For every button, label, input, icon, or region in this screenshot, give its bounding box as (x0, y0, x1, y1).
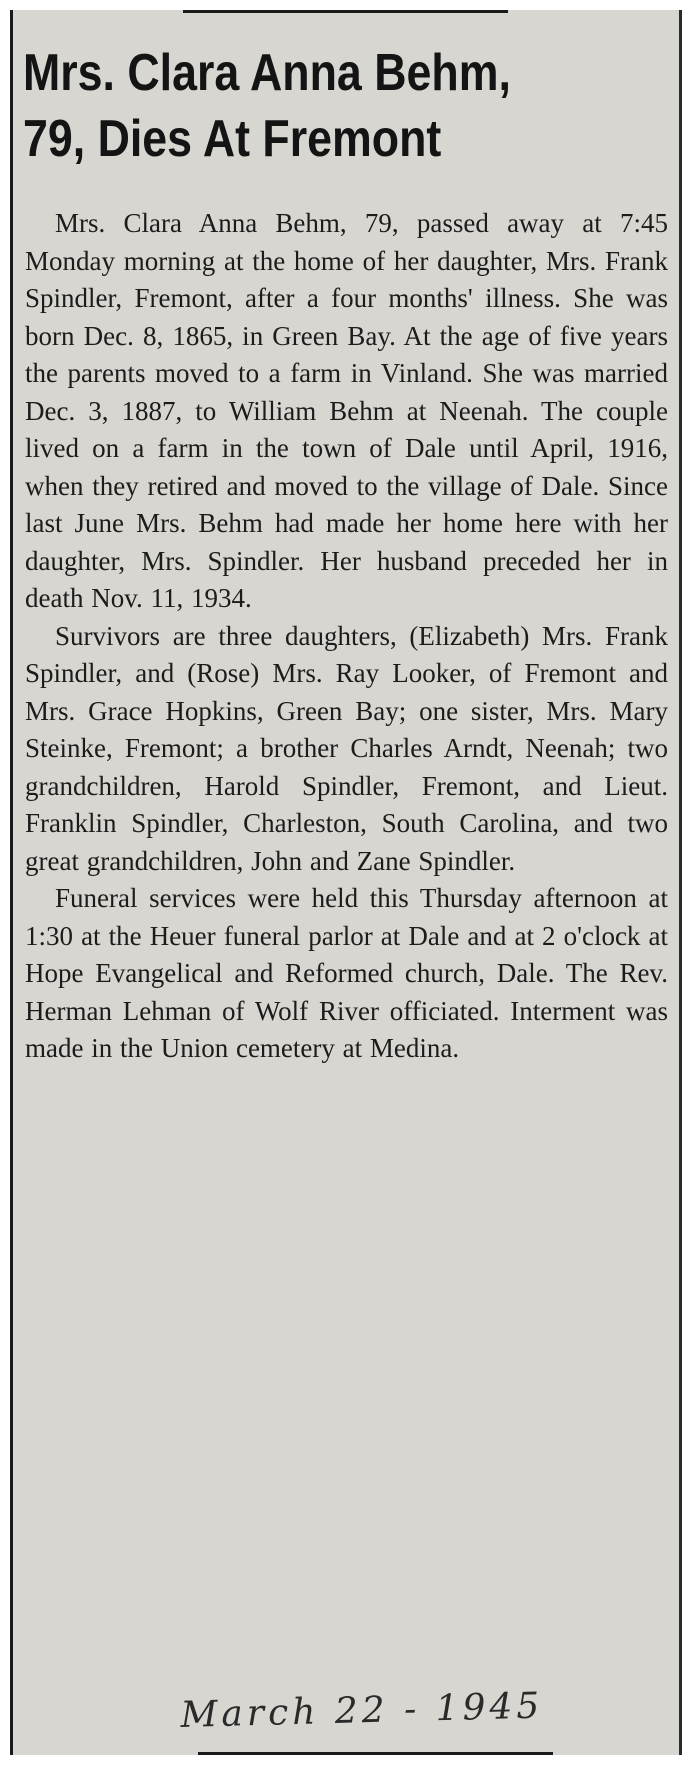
article-body (25, 205, 668, 1068)
bottom-rule (198, 1752, 553, 1755)
paragraph-funeral: Funeral services were held this Thursday afternoon at 1:30 at the Heuer funeral parlor at Dale and at 2 o'clock at Hope Evangelical and Reformed church, Dale. The Rev. Herman Lehman of Wolf River officiated. Interment was made in the Union cemetery at Medina. (25, 883, 668, 1063)
headline-line-2: 79, Dies At Fremont (23, 110, 442, 168)
paragraph-biography: Mrs. Clara Anna Behm, 79, passed away at 7:45 Monday morning at the home of her daughter, Mrs. Frank Spindler, Fremont, after a four months' illness. She was born Dec. 8, 1865, in Green Bay. At the age of five years the parents moved to a farm in Vinland. She was married Dec. 3, 1887, to William Behm at Neenah. The couple lived on a farm in the town of Dale until April, 1916, when they retired and moved to the village of Dale. Since last June Mrs. Behm had made her home here with her daughter, Mrs. Spindler. Her husband preceded her in death Nov. 11, 1934. (25, 208, 668, 613)
handwritten-date: March 22 - 1945 (180, 1685, 544, 1736)
top-rule (183, 10, 508, 13)
headline (23, 40, 573, 172)
newspaper-clipping (10, 10, 682, 1755)
headline-line-1: Mrs. Clara Anna Behm, (23, 44, 511, 102)
paragraph-survivors: Survivors are three daughters, (Elizabeth) Mrs. Frank Spindler, and (Rose) Mrs. Ray Looker, of Fremont and Mrs. Grace Hopkins, Green Bay; one sister, Mrs. Mary Steinke, Fremont; a brother Charles Arndt, Neenah; two grandchildren, Harold Spindler, Fremont, and Lieut. Franklin Spindler, Charleston, South Carolina, and two great grandchildren, John and Zane Spindler. (25, 620, 668, 876)
